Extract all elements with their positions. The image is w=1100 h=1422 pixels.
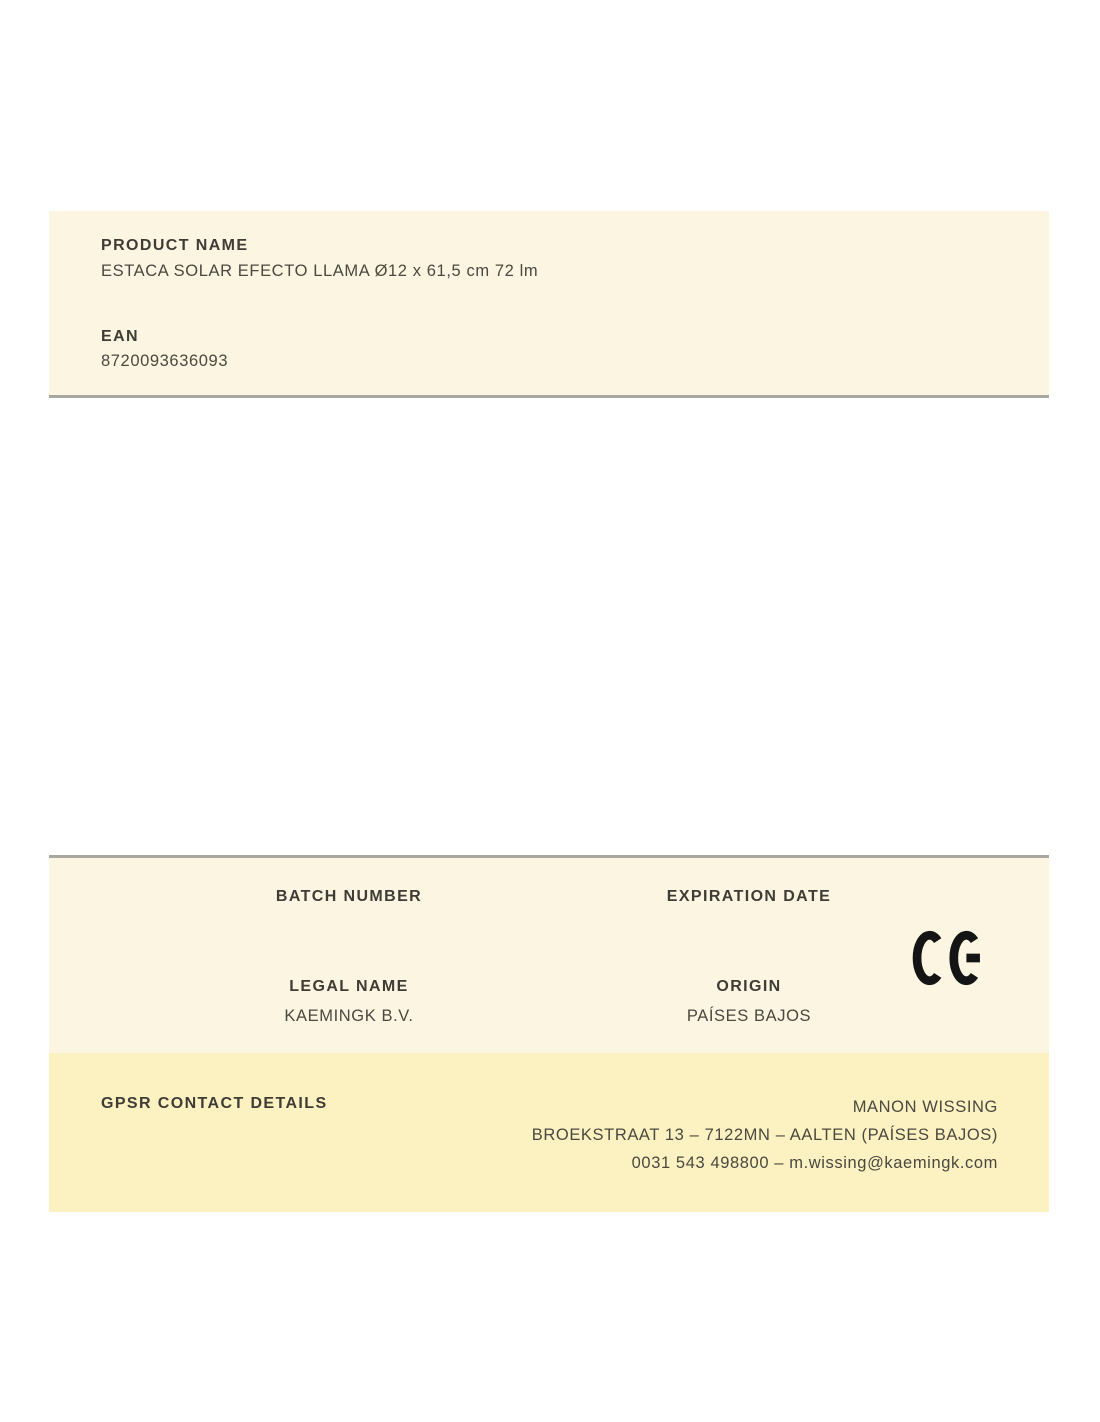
legal-name-value: KAEMINGK B.V. — [284, 1007, 414, 1025]
gpsr-contact-details-label: GPSR CONTACT DETAILS — [101, 1095, 328, 1112]
batch-legal-section — [49, 855, 1049, 1053]
ean-value: 8720093636093 — [101, 352, 229, 370]
gpsr-contact-name: MANON WISSING — [852, 1098, 998, 1116]
ce-mark-icon — [910, 929, 988, 987]
batch-number-label: BATCH NUMBER — [275, 888, 423, 905]
gpsr-contact-address: BROEKSTRAAT 13 – 7122MN – AALTEN (PAÍSES BAJOS) — [531, 1126, 998, 1144]
gpsr-contact-phone-email: 0031 543 498800 – m.wissing@kaemingk.com — [631, 1154, 998, 1172]
gpsr-contact-section — [49, 1053, 1049, 1212]
product-name-value: ESTACA SOLAR EFECTO LLAMA Ø12 x 61,5 cm 72 lm — [101, 262, 539, 280]
legal-name-label: LEGAL NAME — [289, 978, 409, 995]
origin-value: PAÍSES BAJOS — [686, 1007, 812, 1025]
product-name-label: PRODUCT NAME — [101, 237, 249, 254]
gpsr-contact-block — [532, 1093, 998, 1177]
expiration-date-label: EXPIRATION DATE — [666, 888, 832, 905]
ean-label: EAN — [101, 328, 139, 345]
origin-label: ORIGIN — [716, 978, 782, 995]
product-section — [49, 211, 1049, 398]
